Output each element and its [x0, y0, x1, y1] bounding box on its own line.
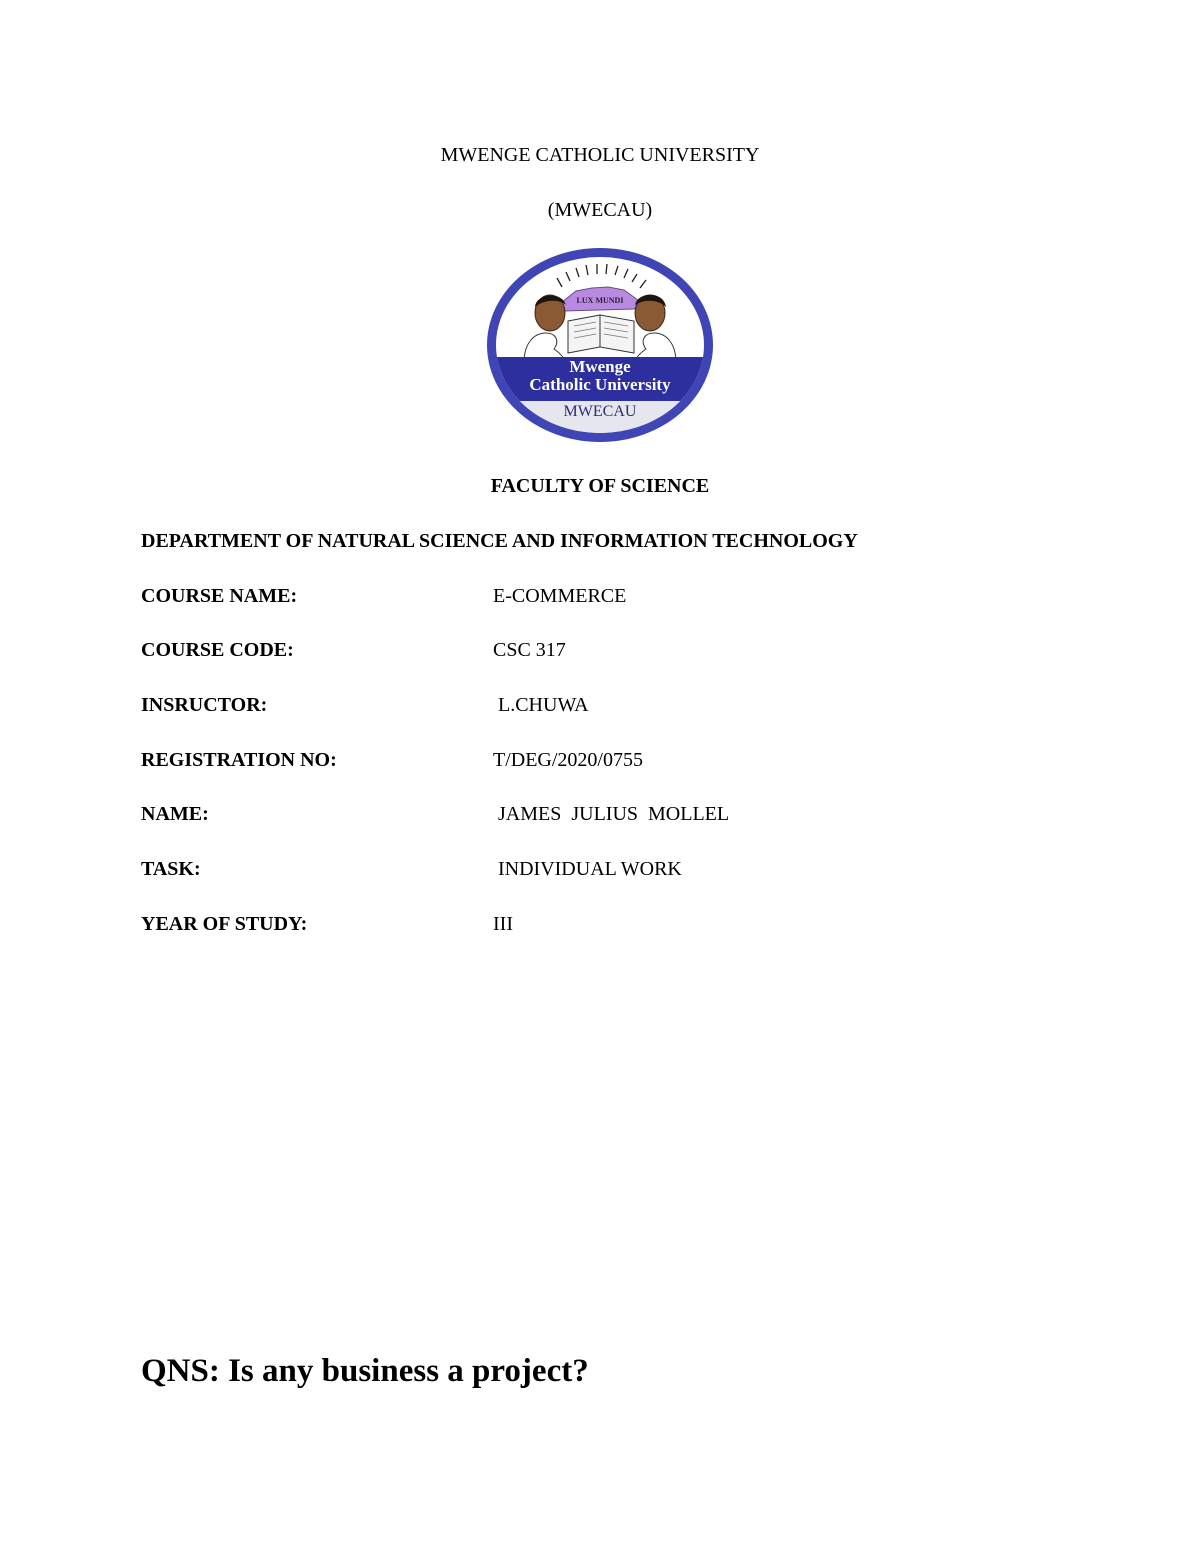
university-name: MWENGE CATHOLIC UNIVERSITY — [440, 144, 760, 166]
question-heading: QNS: Is any business a project? — [141, 1353, 589, 1389]
department-name: DEPARTMENT OF NATURAL SCIENCE AND INFORMATION TECHNOLOGY — [141, 530, 858, 552]
year-value: III — [493, 913, 513, 935]
university-logo — [484, 245, 716, 445]
info-row-course-name — [141, 585, 1041, 611]
logo-line-2: Catholic University — [529, 375, 671, 394]
task-value: INDIVIDUAL WORK — [493, 858, 682, 880]
faculty-name: FACULTY OF SCIENCE — [490, 475, 710, 497]
instructor-label: INSRUCTOR: — [141, 694, 268, 716]
info-row-task — [141, 858, 1041, 884]
info-row-instructor — [141, 694, 1041, 720]
logo-motto: LUX MUNDI — [576, 296, 624, 305]
info-row-registration — [141, 749, 1041, 775]
registration-value: T/DEG/2020/0755 — [493, 749, 643, 771]
name-value: JAMES JULIUS MOLLEL — [493, 803, 730, 825]
logo-line-1: Mwenge — [569, 357, 631, 376]
logo-abbr: MWECAU — [563, 403, 637, 420]
course-code-value: CSC 317 — [493, 639, 566, 661]
info-row-course-code — [141, 639, 1041, 665]
university-abbreviation: (MWECAU) — [547, 199, 653, 221]
task-label: TASK: — [141, 858, 201, 880]
info-row-year — [141, 913, 1041, 939]
registration-label: REGISTRATION NO: — [141, 749, 337, 771]
course-name-value: E-COMMERCE — [493, 585, 627, 607]
name-label: NAME: — [141, 803, 209, 825]
year-label: YEAR OF STUDY: — [141, 913, 308, 935]
instructor-value: L.CHUWA — [493, 694, 589, 716]
course-code-label: COURSE CODE: — [141, 639, 294, 661]
info-row-name — [141, 803, 1041, 829]
course-name-label: COURSE NAME: — [141, 585, 298, 607]
